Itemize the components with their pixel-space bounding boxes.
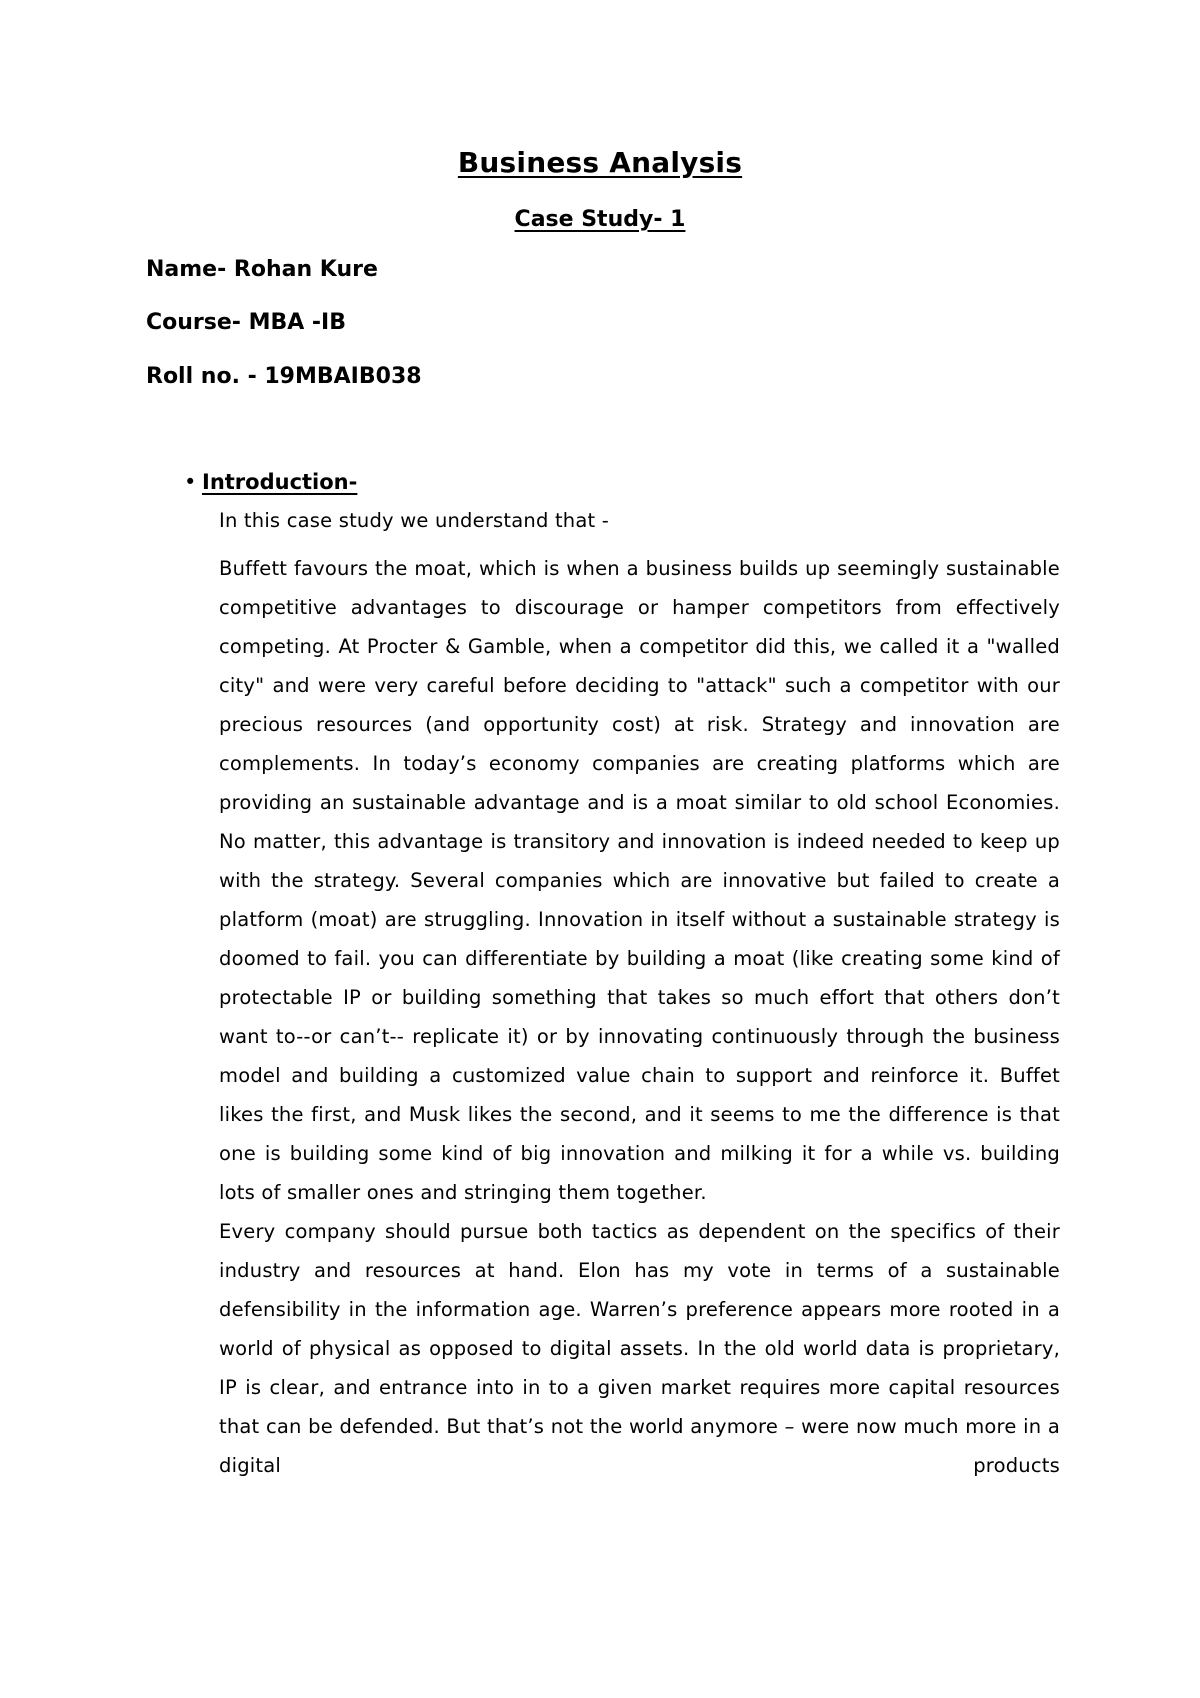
paragraph-1: Buffett favours the moat, which is when a business builds up seemingly sustainable competitive advantages to discourage or hamper competitors from effectively competing. At Procter & Gamble, when a competitor did this, we called it a "walled city" and were very careful before deciding to "attack" such a competitor with our precious resources (and opportunity cost) at risk. Strategy and innovation are complements. In today’s economy companies are creating platforms which are providing an sustainable advantage and is a moat similar to old school Economies. No matter, this advantage is transitory and innovation is indeed needed to keep up with the strategy. Several companies which are innovative but failed to create a platform (moat) are struggling. Innovation in itself without a sustainable strategy is doomed to fail. you can differentiate by building a moat (like creating some kind of protectable IP or building something that takes so much effort that others don’t want to--or can’t-- replicate it) or by innovating continuously through the business model and building a customized value chain to support and reinforce it. Buffet likes the first, and Musk likes the second, and it seems to me the difference is that one is building some kind of big innovation and milking it for a while vs. building lots of smaller ones and stringing them together. [219, 557, 1060, 1204]
section-title: Introduction- [202, 470, 358, 494]
student-name: Name- Rohan Kure [146, 257, 378, 282]
document-subtitle: Case Study- 1 [514, 207, 686, 232]
intro-lead-text: In this case study we understand that - [219, 509, 609, 532]
paragraph-2: Every company should pursue both tactics as dependent on the specifics of their industry and resources at hand. Elon has my vote in terms of a sustainable defensibility in the information age. Warren’s preference appears more rooted in a world of physical as opposed to digital assets. In the old world data is proprietary, IP is clear, and entrance into in to a given market requires more capital resources that can be defended. But that’s not the world anymore – were now much more in a digital products [219, 1220, 1060, 1477]
section-heading-introduction [184, 470, 357, 494]
course-line: Course- MBA -IB [146, 310, 347, 335]
body-text [219, 549, 1060, 1485]
document-title: Business Analysis [457, 146, 743, 179]
bullet-icon: • [184, 470, 197, 494]
roll-number: Roll no. - 19MBAIB038 [146, 364, 422, 389]
